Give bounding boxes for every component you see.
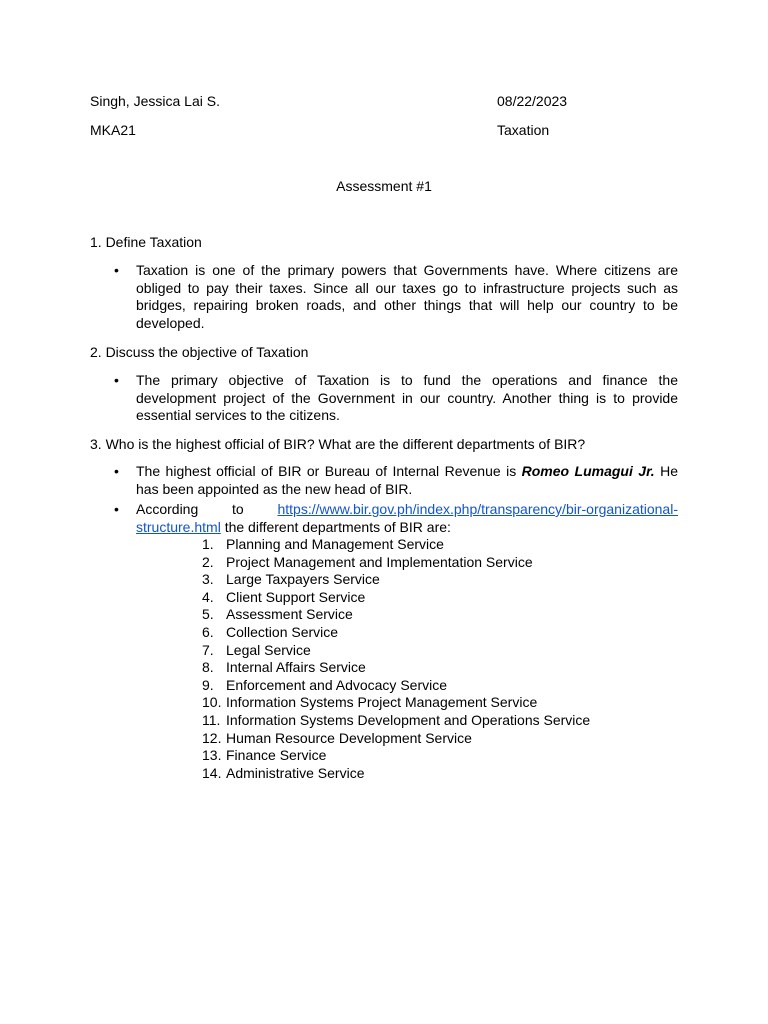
list-item: 6. Collection Service [202, 623, 339, 640]
link-line [136, 501, 678, 519]
question-1-answer [114, 262, 678, 332]
question-3-label: 3. Who is the highest official of BIR? What are the different departments of BIR? [90, 436, 586, 452]
list-item: 1. Planning and Management Service [202, 536, 444, 552]
list-item: 2. Project Management and Implementation Service [202, 553, 533, 570]
departments-list [202, 536, 590, 782]
list-item: 11. Information Systems Development and Operations Service [202, 711, 591, 728]
section-code: MKA21 [90, 122, 136, 138]
question-3-answer-1-text [136, 463, 678, 498]
list-item: 7. Legal Service [202, 641, 311, 658]
list-item: 5. Assessment Service [202, 606, 353, 623]
question-3-answer-2 [114, 501, 678, 536]
document-title: Assessment #1 [336, 178, 432, 194]
official-name: Romeo Lumagui Jr. [521, 463, 655, 479]
departments-intro: the different departments of BIR are: [224, 518, 451, 535]
question-1-label: 1. Define Taxation [90, 234, 202, 250]
bir-structure-link-part2[interactable]: structure.html [136, 518, 221, 535]
according-word: According [136, 501, 199, 517]
list-item: 8. Internal Affairs Service [202, 659, 366, 676]
list-item: 4. Client Support Service [202, 588, 366, 605]
list-item: 3. Large Taxpayers Service [202, 571, 380, 588]
question-3-answer-1 [114, 463, 678, 498]
answer-suffix: He has been appointed as the new head of BIR. [136, 463, 678, 497]
question-3-answer-2-text [136, 501, 678, 536]
question-2-answer [114, 372, 678, 425]
question-1-answer-text: Taxation is one of the primary powers that Governments have. Where citizens are obliged to pay their taxes. Since all our taxes go to infrastructure projects such as bridges, repairing broken roads, and other things that will help our country to be developed. [136, 262, 678, 331]
link-line-2 [136, 519, 678, 537]
document-date: 08/22/2023 [497, 93, 568, 109]
answer-prefix: The highest official of BIR or Bureau of Internal Revenue is [136, 463, 517, 479]
to-word: to [232, 501, 244, 517]
question-2-label: 2. Discuss the objective of Taxation [90, 344, 309, 360]
student-name: Singh, Jessica Lai S. [90, 93, 220, 109]
list-item: 13. Finance Service [202, 747, 327, 764]
list-item: 12. Human Resource Development Service [202, 729, 472, 746]
list-item: 9. Enforcement and Advocacy Service [202, 676, 448, 693]
list-item: 10. Information Systems Project Management Service [202, 694, 538, 711]
bullet-dot: • [114, 262, 119, 278]
bullet-dot: • [114, 501, 119, 517]
list-item: 14. Administrative Service [202, 764, 365, 781]
bir-structure-link-part1[interactable]: https://www.bir.gov.ph/index.php/transparency/bir-organizational- [277, 501, 678, 517]
question-2-answer-text: The primary objective of Taxation is to fund the operations and finance the development project of the Government in our country. Another thing is to provide essential services to the citizens. [136, 372, 678, 423]
bullet-dot: • [114, 372, 119, 388]
subject-name: Taxation [497, 122, 550, 138]
bullet-dot: • [114, 463, 119, 479]
